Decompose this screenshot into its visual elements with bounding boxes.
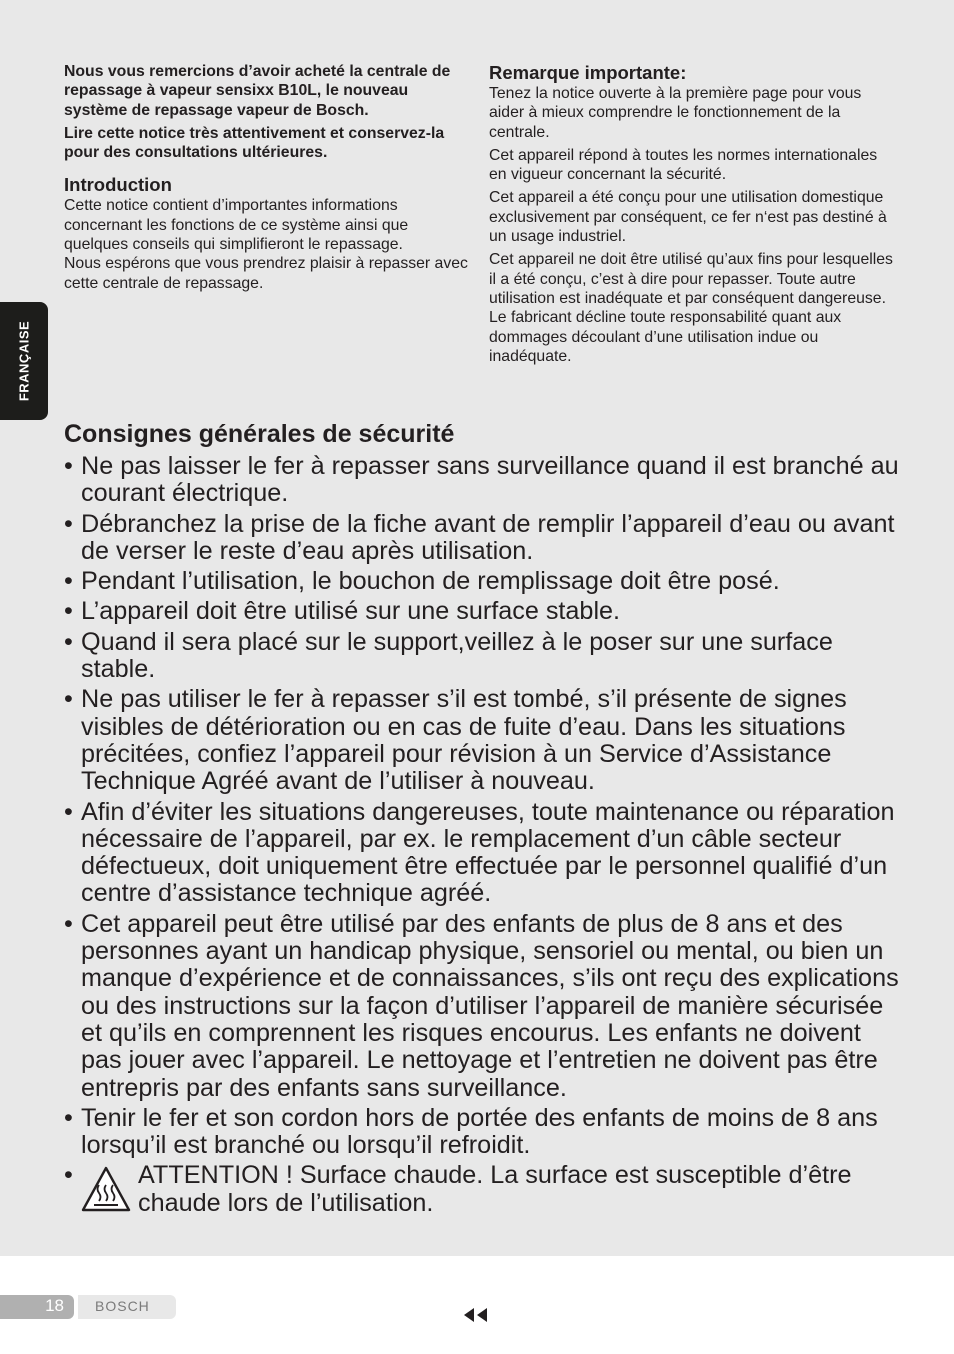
- bullet: •: [64, 597, 73, 626]
- brand-tab: [78, 1295, 176, 1319]
- safety-item: [64, 453, 904, 508]
- language-tab-label: FRANÇAISE: [16, 320, 32, 402]
- remark-paragraph: Cet appareil ne doit être utilisé qu’aux fins pour lesquelles il a été conçu, c’est à dire pour repasser. Toute autre utilisation est inadéquate et par conséquent dangereuse. Le fabricant décline toute responsabilité quant aux dommages découlant d’une utilisation indue ou inadéquate.: [489, 251, 893, 365]
- bullet: •: [64, 909, 73, 938]
- bullet: •: [64, 685, 73, 714]
- remark-paragraph: Tenez la notice ouverte à la première page pour vous aider à mieux comprendre le fonctionnement de la centrale.: [489, 85, 862, 141]
- safety-item: [64, 511, 904, 566]
- safety-warning-item: [64, 1162, 904, 1217]
- safety-section: [64, 418, 904, 1217]
- bullet: •: [64, 509, 73, 538]
- bullet: •: [64, 567, 73, 596]
- safety-item: [64, 568, 904, 595]
- safety-item-text: L’appareil doit être utilisé sur une surface stable.: [81, 597, 621, 626]
- safety-item-text: Afin d’éviter les situations dangereuses, toute maintenance ou réparation nécessaire de l’appareil, par ex. le remplacement d’un câble secteur défectueux, doit uniquement être effectuée par le personnel qualifié d’un centre d’assistance technique agréé.: [81, 797, 895, 908]
- introduction-paragraph: Nous espérons que vous prendrez plaisir à repasser avec cette centrale de repassage.: [64, 255, 468, 292]
- bullet: •: [64, 797, 73, 826]
- remark-heading: Remarque importante:: [489, 62, 687, 83]
- introduction-paragraph: Cette notice contient d’importantes informations concernant les fonctions de ce système ainsi que quelques conseils qui simplifieront le repassage.: [64, 197, 409, 254]
- safety-heading: Consignes générales de sécurité: [64, 420, 455, 448]
- bullet: •: [64, 452, 73, 480]
- safety-item-text: Ne pas laisser le fer à repasser sans surveillance quand il est branché au courant électrique.: [81, 452, 899, 508]
- safety-item-text: Ne pas utiliser le fer à repasser s’il est tombé, s’il présente de signes visibles de détérioration ou en cas de fuite d’eau. Dans les situations précitées, confiez l’appareil pour révision à un Service d’Assistance Technique Agréé avant de l’utiliser à nouveau.: [81, 685, 847, 796]
- warning-text: ATTENTION ! Surface chaude. La surface est susceptible d’être chaude lors de l’utilisation.: [138, 1161, 852, 1217]
- left-column: [64, 62, 469, 293]
- safety-item: [64, 799, 904, 908]
- safety-item: [64, 1105, 904, 1160]
- safety-item-text: Débranchez la prise de la fiche avant de remplir l’appareil d’eau ou avant de verser le reste d’eau après utilisation.: [81, 509, 895, 565]
- hot-surface-warning-icon: [80, 1165, 132, 1213]
- right-column: [489, 62, 899, 366]
- introduction-heading: Introduction: [64, 174, 172, 196]
- safety-item-text: Cet appareil peut être utilisé par des enfants de plus de 8 ans et des personnes ayant un handicap physique, sensoriel ou mental, ou bien un manque d’expérience et de connaissances, s’ils ont reçu des explications ou des instructions sur la façon d’utiliser l’appareil de manière sécurisée et qu’ils en comprennent les risques encourus. Les enfants ne doivent pas jouer avec l’appareil. Le nettoyage et l’entretien ne doivent pas être entrepris par des enfants sans surveillance.: [81, 909, 899, 1102]
- language-side-tab: [0, 302, 48, 420]
- remark-paragraph: Cet appareil a été conçu pour une utilisation domestique exclusivement par conséquent, ce fer n‘est pas destiné à un usage industriel.: [489, 189, 887, 246]
- safety-item: [64, 911, 904, 1102]
- safety-item-text: Pendant l’utilisation, le bouchon de remplissage doit être posé.: [81, 567, 780, 596]
- safety-item: [64, 598, 904, 625]
- intro-thanks-text: Nous vous remercions d’avoir acheté la centrale de repassage à vapeur sensixx B10L, le nouveau système de repassage vapeur de Bosch.: [64, 63, 451, 119]
- double-left-arrow-icon[interactable]: [462, 1307, 492, 1323]
- intro-read-carefully-text: Lire cette notice très attentivement et conservez-la pour des consultations ultérieures.: [64, 124, 445, 162]
- page-number-tab: [0, 1295, 74, 1319]
- brand-label: BOSCH: [95, 1298, 150, 1314]
- safety-item-text: Quand il sera placé sur le support,veillez à le poser sur une surface stable.: [81, 627, 833, 684]
- safety-item-text: Tenir le fer et son cordon hors de portée des enfants de moins de 8 ans lorsqu’il est branché ou lorsqu’il refroidit.: [81, 1103, 878, 1160]
- safety-item: [64, 629, 904, 684]
- bullet: •: [64, 1103, 73, 1132]
- bullet: •: [64, 1161, 73, 1190]
- page-number: 18: [45, 1296, 64, 1315]
- safety-item: [64, 686, 904, 795]
- remark-paragraph: Cet appareil répond à toutes les normes internationales en vigueur concernant la sécurité.: [489, 146, 878, 184]
- bullet: •: [64, 627, 73, 656]
- safety-list: [64, 453, 904, 1217]
